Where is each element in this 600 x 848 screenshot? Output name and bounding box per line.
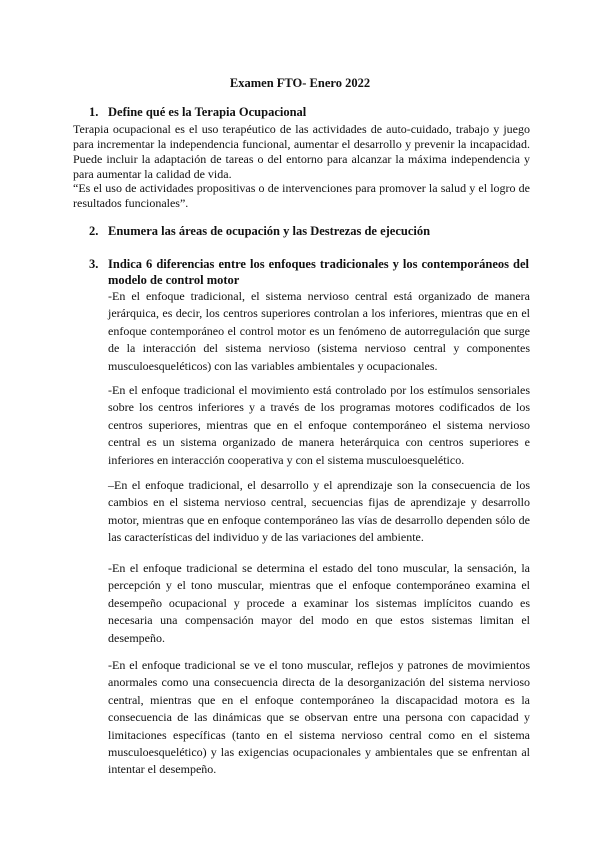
question-text: Enumera las áreas de ocupación y las Destrezas de ejecución — [108, 224, 431, 238]
answer-paragraph: -En el enfoque tradicional se determina el estado del tono muscular, la sensación, la percepción y el tono muscular, mientras que el enfoque contemporáneo examina el desempeño ocupacional y procede a examinar los sistemas implícitos cuando es necesaria una compensación mayor del modo en que estos sistemas limitan el desempeño. — [108, 561, 530, 645]
answer-paragraph: -En el enfoque tradicional se ve el tono muscular, reflejos y patrones de movimientos anormales como una consecuencia directa de la desorganización del sistema nervioso central, mientras que en el enfoque contemporáneo la discapacidad motora es la consecuencia de las dinámicas que se observan entre una persona con capacidad y limitaciones específicas (tanto en el sistema nervioso central como en el sistema musculoesquelético) y las exigencias ocupacionales y ambientales que se enfrentan al intentar el desempeño. — [108, 658, 530, 777]
document-title: Examen FTO- Enero 2022 — [229, 76, 371, 90]
question-number: 2. — [89, 224, 99, 238]
answer-paragraph: Terapia ocupacional es el uso terapéutico de las actividades de auto-cuidado, trabajo y juego para incrementar la independencia funcional, aumentar el desarrollo y prevenir la incapacidad. Puede incluir la adaptación de tareas o del entorno para alcanzar la máxima independencia y para aumentar la calidad de vida. — [73, 122, 530, 181]
question-1 — [89, 104, 529, 120]
answer-paragraph: -En el enfoque tradicional el movimiento está controlado por los estímulos sensoriales sobre los centros inferiores y a través de los programas motores codificados de los centros superiores, mientras que en el enfoque contemporáneo el sistema nervioso central es un sistema organizado de manera heterárquica con centros superiores e inferiores en interacción cooperativa y con el sistema musculoesquelético. — [108, 383, 530, 467]
question-number: 1. — [89, 105, 99, 119]
question-2 — [89, 223, 529, 239]
answer-quote: “Es el uso de actividades propositivas o de intervenciones para promover la salud y el logro de resultados funcionales”. — [73, 181, 530, 210]
question-3 — [89, 256, 529, 288]
question-text: Indica 6 diferencias entre los enfoques tradicionales y los contemporáneos del modelo de control motor — [108, 257, 529, 287]
question-text: Define qué es la Terapia Ocupacional — [108, 105, 307, 119]
answer-paragraph: -En el enfoque tradicional, el sistema nervioso central está organizado de manera jerárquica, es decir, los centros superiores controlan a los inferiores, mientras que en el enfoque contemporáneo el control motor es un fenómeno de autorregulación que surge de la interacción del sistema nervioso (sistema nervioso central y componentes musculoesqueléticos) con las variables ambientales y ocupacionales. — [108, 289, 530, 373]
question-number: 3. — [89, 257, 99, 271]
answer-paragraph: –En el enfoque tradicional, el desarrollo y el aprendizaje son la consecuencia de los cambios en el sistema nervioso central, secuencias fijas de aprendizaje y desarrollo motor, mientras que en enfoque contemporáneo las vías de desarrollo dependen sólo de las características del individuo y de las variaciones del ambiente. — [108, 478, 530, 545]
